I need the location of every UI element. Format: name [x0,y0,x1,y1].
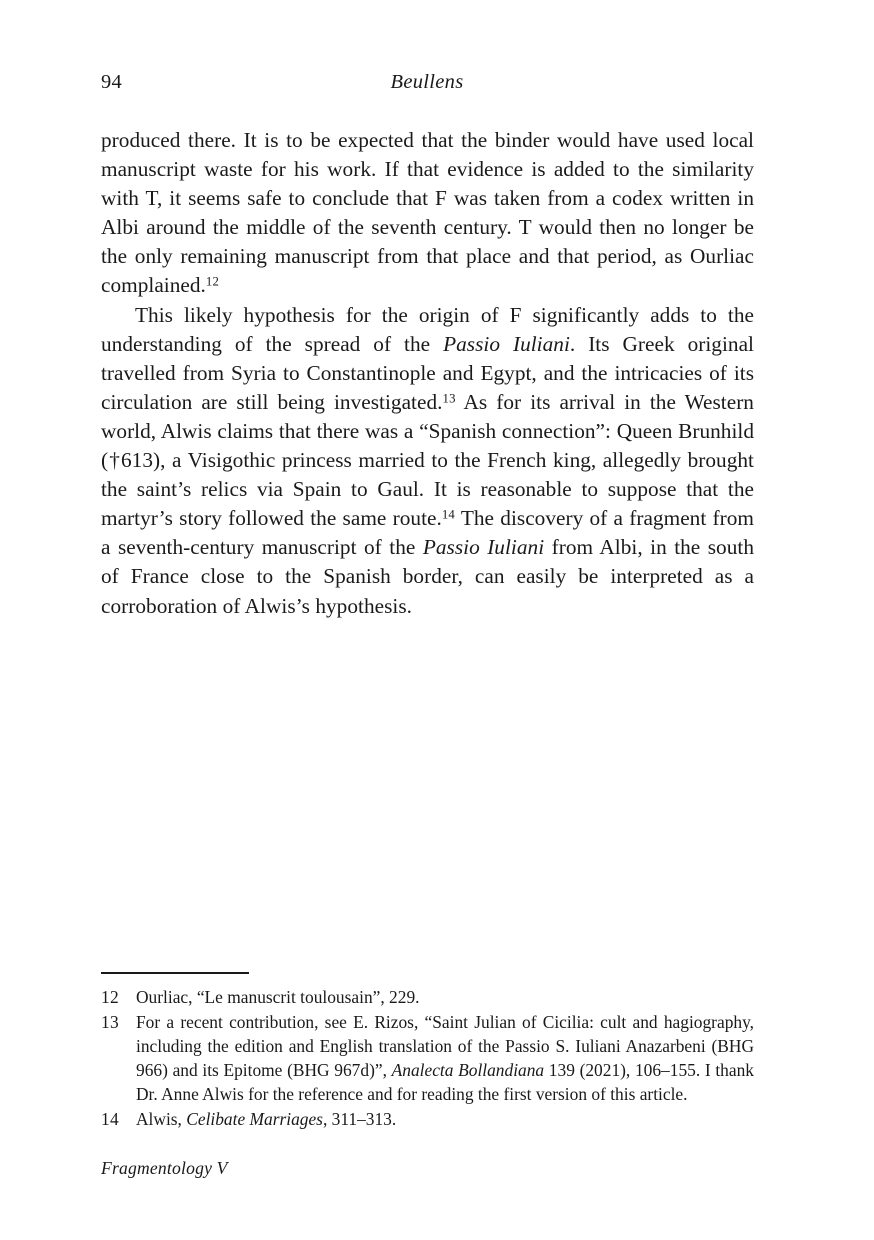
body-paragraph: This likely hypothesis for the origin of F significantly adds to the understanding of the spread of the Passio Iuliani. Its Greek original travelled from Syria to Constantinople and Egypt, and the intricacies of its circulation are still being investigated.$^{13}$ As for its arrival in the Western world, Alwis claims that there was a “Spanish connection”: Queen Brunhild (†613), a Visigothic princess married to the French king, allegedly brought the saint’s relics via Spain to Gaul. It is reasonable to suppose that the martyr’s story followed the same route.$^{14}$ The discovery of a fragment from a seventh-century manuscript of the Passio Iuliani from Albi, in the south of France close to the Spanish border, can easily be interpreted as a corroboration of Alwis’s hypothesis. [101,302,754,618]
italic-title: Celibate Marriages [186,1109,323,1129]
page-footer [101,1156,754,1180]
footnotes-section [101,972,754,1132]
footnote-text: For a recent contribution, see E. Rizos, “Saint Julian of Cicilia: cult and hagiography, including the edition and English translation of the Passio S. Iuliani Anazarbeni (BHG 966) and its Epitome (BHG 967d)”, Analecta Bollandiana 139 (2021), 106–155. I thank Dr. Anne Alwis for the reference and for reading the first version of this article. [136,1012,754,1104]
italic-title: Analecta Bollandiana [391,1060,545,1080]
body-text-block [101,126,754,621]
footnote-text: Alwis, Celibate Marriages, 311–313. [136,1109,397,1129]
footnote-number-13[interactable]: 13 [101,1012,119,1032]
journal-title: Fragmentology V [101,1158,228,1178]
running-head [101,68,753,98]
running-head-title: Beullens [390,71,464,93]
italic-title: Passio Iuliani [443,331,570,356]
footnote-item [101,1010,754,1106]
footnote-reference-14[interactable]: 14 [441,507,455,522]
footnote-list [101,985,754,1131]
body-paragraph: produced there. It is to be expected that the binder would have used local manuscript waste for his work. If that evidence is added to the similarity with T, it seems safe to conclude that F was taken from a codex written in Albi around the middle of the seventh century. T would then no longer be the only remaining manuscript from that place and that period, as Ourliac complained.$^{12}$ [101,128,754,298]
footnote-text: Ourliac, “Le manuscrit toulousain”, 229. [136,987,420,1007]
footnote-reference-13[interactable]: 13 [442,391,456,406]
page-number: 94 [101,71,122,93]
footnote-item [101,1107,754,1131]
footnote-number-14[interactable]: 14 [101,1109,119,1129]
footnote-item [101,985,754,1009]
footnote-reference-12[interactable]: 12 [205,274,220,289]
footnote-number-12[interactable]: 12 [101,987,119,1007]
footnote-separator-rule [101,972,249,974]
italic-title: Passio Iuliani [422,535,545,560]
